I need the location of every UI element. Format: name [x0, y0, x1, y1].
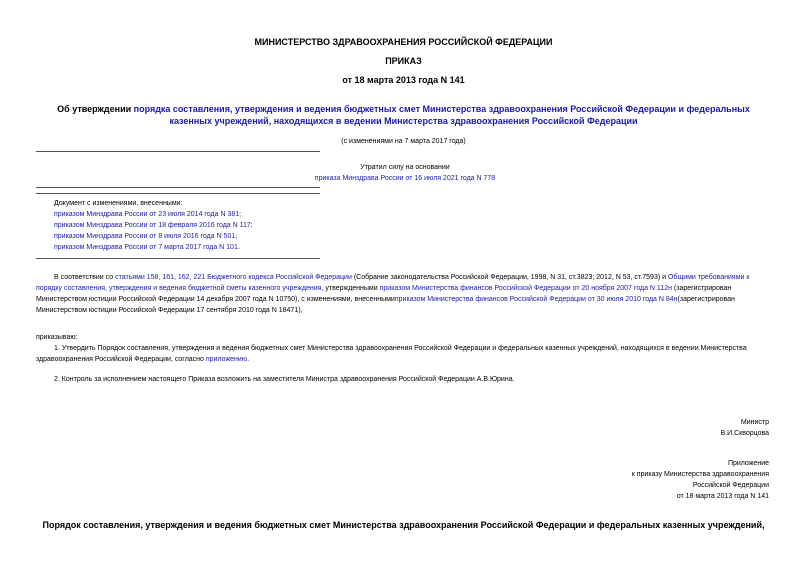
appendix-line: к приказу Министерства здравоохранения [631, 471, 769, 478]
order-item-2: 2. Контроль за исполнением настоящего Приказа возложить на заместителя Министра здравоохранения Российской Федерации А.В.Юрина. [54, 376, 515, 383]
signature-position: Министр [740, 419, 769, 426]
repeal-note: Утратил силу на основании [360, 164, 450, 171]
minfin-order-84n-link[interactable]: приказом Министерства финансов Российской Федерации от 30 июля 2010 года N 84н [394, 296, 678, 303]
appendix-line: от 18 марта 2013 года N 141 [676, 493, 769, 500]
amendments-intro: Документ с изменениями, внесенными: [54, 200, 183, 207]
appendix-heading: Порядок составления, утверждения и ведения бюджетных смет Министерства здравоохранения Российской Федерации и федеральных казенных учреждений, [42, 520, 765, 530]
order-word: приказываю: [36, 334, 78, 341]
divider [36, 187, 320, 188]
divider [36, 193, 320, 194]
appendix-label: Приложение [727, 460, 769, 467]
title-prefix: Об утверждении [57, 104, 134, 114]
title-link[interactable]: порядка составления, утверждения и ведения бюджетных смет Министерства здравоохранения Российской Федерации и федеральных казенных учреждений, находящихся в ведении Министерства здравоохранения Российской Федерации [133, 104, 750, 126]
amendment-link[interactable]: приказом Минздрава России от 8 июля 2016 года N 501; [54, 233, 238, 240]
repeal-link[interactable]: приказа Минздрава России от 16 июля 2021 года N 778 [314, 175, 496, 182]
divider [36, 258, 320, 259]
divider [36, 151, 320, 152]
doc-type: ПРИКАЗ [385, 56, 422, 66]
ministry-header: МИНИСТЕРСТВО ЗДРАВООХРАНЕНИЯ РОССИЙСКОЙ ФЕДЕРАЦИИ [254, 37, 553, 47]
document-title [36, 103, 771, 127]
general-requirements-link[interactable]: Общими требованиями к порядку составления, утверждения и ведения бюджетной сметы казенного учреждения [36, 274, 750, 292]
signature-name: В.И.Скворцова [720, 430, 769, 437]
appendix-line: Российской Федерации [692, 482, 769, 489]
changes-note: (с изменениями на 7 марта 2017 года) [341, 138, 466, 145]
amendment-link[interactable]: приказом Минздрава России от 23 июля 2014 года N 381; [54, 211, 242, 218]
minfin-order-112n-link[interactable]: приказом Министерства финансов Российской Федерации от 20 ноября 2007 года N 112н [379, 285, 672, 292]
budget-code-link[interactable]: статьями 158, 161, 162, 221 Бюджетного кодекса Российской Федерации [115, 274, 352, 281]
preamble-paragraph: В соответствии со статьями 158, 161, 162, 221 Бюджетного кодекса Российской Федерации (Собрание законодательства Российской Федерации, 1998, N 31, ст.3823; 2012, N 53, ст.7593) и Общими требованиями к порядку составления, утверждения и ведения бюджетной сметы казенного учреждения, утвержденными приказом Министерства финансов Российской Федерации от 20 ноября 2007 года N 112н (зарегистрирован Министерством юстиции Российской Федерации 14 декабря 2007 года N 10750), с изменениями, внесеннымиприказом Министерства финансов Российской Федерации от 30 июля 2010 года N 84н(зарегистрирован Министерством юстиции Российской Федерации 17 сентября 2010 года N 18471), [36, 274, 750, 314]
order-item-1: 1. Утвердить Порядок составления, утверждения и ведения бюджетных смет Министерства здравоохранения Российской Федерации и федеральных казенных учреждений, находящихся в ведении Министерства здравоохранения Российской Федерации, согласно приложению. [36, 345, 747, 363]
appendix-link[interactable]: приложению [205, 356, 248, 363]
doc-date: от 18 марта 2013 года N 141 [342, 75, 465, 85]
amendment-link[interactable]: приказом Минздрава России от 7 марта 2017 года N 101. [54, 244, 240, 251]
amendment-link[interactable]: приказом Минздрава России от 18 февраля 2016 года N 117; [54, 222, 253, 229]
